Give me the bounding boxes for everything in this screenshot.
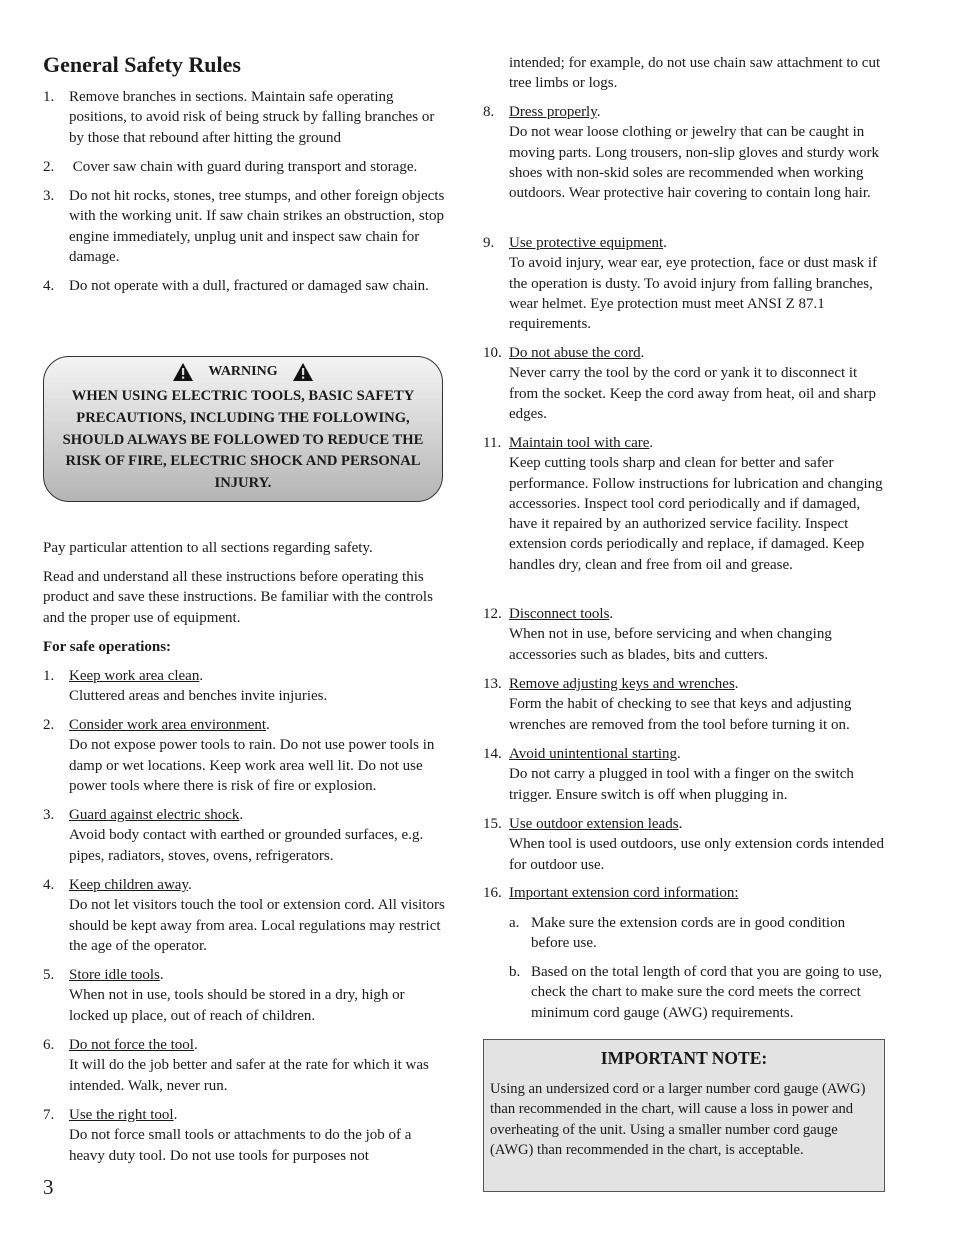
item-heading: Use protective equipment xyxy=(509,235,664,251)
item-number: 16. xyxy=(483,885,502,901)
safe-op-7-continued xyxy=(483,53,885,94)
item-text: Make sure the extension cords are in good condition before use. xyxy=(531,915,846,952)
general-rule-3 xyxy=(43,186,445,267)
item-heading: Guard against electric shock xyxy=(69,807,240,823)
item-number: 1. xyxy=(43,89,55,105)
item-number: 4. xyxy=(43,278,55,294)
item-text: Based on the total length of cord that you are going to use, check the chart to make sure the cord meets the correct minimum cord gauge (AWG) requirements. xyxy=(531,964,883,1021)
item-number: 7. xyxy=(43,1107,55,1123)
warning-label: WARNING xyxy=(208,364,278,379)
item-text: It will do the job better and safer at the rate for which it was intended. Walk, never run. xyxy=(69,1057,429,1094)
safe-operations-heading: For safe operations: xyxy=(43,639,172,655)
safe-op-5: 5. Store idle tools. When not in use, tools should be stored in a dry, high or locked up place, out of reach of children. xyxy=(43,965,445,1026)
item-text: intended; for example, do not use chain saw attachment to cut tree limbs or logs. xyxy=(509,55,881,92)
warning-triangle-icon xyxy=(172,362,194,382)
item-number: 6. xyxy=(43,1037,55,1053)
safe-op-11: 11. Maintain tool with care. Keep cutting tools sharp and clean for better and safer performance. Follow instructions for lubrication and changing accessories. Inspect tool cord periodically and if damaged, have it repaired by an authorized service facility. Inspect extension cords periodically and replace, if damaged. Keep handles dry, clean and free from oil and grease. xyxy=(483,433,885,575)
item-number: 12. xyxy=(483,606,502,622)
general-rule-4 xyxy=(43,276,445,296)
item-text: Do not force small tools or attachments to do the job of a heavy duty tool. Do not use tools for purposes not xyxy=(69,1127,412,1164)
safe-op-4: 4. Keep children away. Do not let visitors touch the tool or extension cord. All visitors should be kept away from area. Local regulations may restrict the age of the operator. xyxy=(43,875,445,956)
warning-header xyxy=(44,362,442,382)
item-heading: Do not force the tool xyxy=(69,1037,194,1053)
item-number: 2. xyxy=(43,159,55,175)
item-text: Never carry the tool by the cord or yank it to disconnect it from the socket. Keep the cord away from heat, oil and sharp edges. xyxy=(509,365,876,422)
item-heading: Dress properly xyxy=(509,104,597,120)
item-heading: Use outdoor extension leads xyxy=(509,816,679,832)
item-text: Do not let visitors touch the tool or extension cord. All visitors should be kept away from area. Local regulations may restrict the age of the operator. xyxy=(69,897,445,954)
item-text: Cover saw chain with guard during transport and storage. xyxy=(69,159,418,175)
safe-op-7: 7. Use the right tool. Do not force small tools or attachments to do the job of a heavy duty tool. Do not use tools for purposes not xyxy=(43,1105,445,1166)
item-text: Remove branches in sections. Maintain safe operating positions, to avoid risk of being struck by falling branches or by those that rebound after hitting the ground xyxy=(69,89,435,146)
item-number: 10. xyxy=(483,345,502,361)
item-text: Do not hit rocks, stones, tree stumps, and other foreign objects with the working unit. If saw chain strikes an obstruction, stop engine immediately, unplug unit and inspect saw chain for damage. xyxy=(69,188,445,265)
item-number: a. xyxy=(509,915,520,931)
general-rule-2 xyxy=(43,157,445,177)
warning-box xyxy=(43,356,443,502)
page-number: 3 xyxy=(43,1175,54,1199)
important-note-box xyxy=(483,1039,885,1192)
cord-info-b xyxy=(509,962,885,1023)
item-number: 5. xyxy=(43,967,55,983)
general-rule-1 xyxy=(43,87,445,148)
safe-op-16 xyxy=(483,883,885,903)
safe-op-3: 3. Guard against electric shock. Avoid body contact with earthed or grounded surfaces, e.g. pipes, radiators, stoves, ovens, refrigerators. xyxy=(43,805,445,866)
safe-op-12: 12. Disconnect tools. When not in use, before servicing and when changing accessories such as blades, bits and cutters. xyxy=(483,604,885,665)
safe-op-10: 10. Do not abuse the cord. Never carry the tool by the cord or yank it to disconnect it from the socket. Keep the cord away from heat, oil and sharp edges. xyxy=(483,343,885,424)
item-text: To avoid injury, wear ear, eye protection, face or dust mask if the operation is dusty. To avoid injury from falling branches, wear helmet. Eye protection must meet ANSI Z 87.1 requirements. xyxy=(509,255,878,333)
safe-op-8: 8. Dress properly. Do not wear loose clothing or jewelry that can be caught in moving parts. Long trousers, non-slip gloves and sturdy work shoes with non-skid soles are recommended when working outdoors. Wear protective hair covering to contain long hair. xyxy=(483,102,885,203)
item-heading: Use the right tool xyxy=(69,1107,174,1123)
item-text: Do not carry a plugged in tool with a finger on the switch trigger. Ensure switch is off when plugging in. xyxy=(509,766,854,803)
important-note-title: IMPORTANT NOTE: xyxy=(600,1048,768,1068)
item-text: Keep cutting tools sharp and clean for better and safer performance. Follow instructions for lubrication and changing accessories. Inspect tool cord periodically and if damaged, have it repaired by an authorized service facility. Inspect extension cords periodically and replace, if damaged. Keep handles dry, clean and free from oil and grease. xyxy=(509,455,883,573)
warning-triangle-icon xyxy=(292,362,314,382)
item-heading: Keep work area clean xyxy=(69,668,200,684)
important-note-text: Using an undersized cord or a larger number cord gauge (AWG) than recommended in the chart, will cause a loss in power and overheating of the unit. Using a smaller number cord gauge (AWG) than recommended in the chart, is acceptable. xyxy=(490,1081,866,1158)
item-text: Do not expose power tools to rain. Do not use power tools in damp or wet locations. Keep work area well lit. Do not use power tools where there is risk of fire or explosion. xyxy=(69,737,435,794)
item-number: 13. xyxy=(483,676,502,692)
safe-op-2: 2. Consider work area environment. Do not expose power tools to rain. Do not use power tools in damp or wet locations. Keep work area well lit. Do not use power tools where there is risk of fire or explosion. xyxy=(43,715,445,796)
item-number: 1. xyxy=(43,668,55,684)
item-text: Form the habit of checking to see that keys and adjusting wrenches are removed from the tool before turning it on. xyxy=(509,696,852,733)
item-text: When not in use, tools should be stored in a dry, high or locked up place, out of reach of children. xyxy=(69,987,405,1024)
safe-op-9: 9. Use protective equipment. To avoid injury, wear ear, eye protection, face or dust mask if the operation is dusty. To avoid injury from falling branches, wear helmet. Eye protection must meet ANSI Z 87.1 requirements. xyxy=(483,233,885,334)
safe-op-14: 14. Avoid unintentional starting. Do not carry a plugged in tool with a finger on the switch trigger. Ensure switch is off when plugging in. xyxy=(483,744,885,805)
item-text: Cluttered areas and benches invite injuries. xyxy=(69,688,328,705)
item-heading: Maintain tool with care xyxy=(509,435,650,451)
item-heading: Keep children away xyxy=(69,877,188,893)
item-number: 8. xyxy=(483,104,495,120)
item-heading: Do not abuse the cord xyxy=(509,345,641,361)
item-text: Do not operate with a dull, fractured or damaged saw chain. xyxy=(69,278,429,294)
item-heading: Consider work area environment xyxy=(69,717,267,733)
item-heading: Disconnect tools xyxy=(509,606,610,622)
item-heading: Important extension cord information: xyxy=(509,885,739,901)
item-number: 2. xyxy=(43,717,55,733)
item-number: 14. xyxy=(483,746,502,762)
safe-op-1: 1. Keep work area clean. Cluttered areas and benches invite injuries. xyxy=(43,666,445,707)
item-number: b. xyxy=(509,964,521,980)
item-number: 9. xyxy=(483,235,495,251)
item-text: When tool is used outdoors, use only extension cords intended for outdoor use. xyxy=(509,836,884,873)
item-number: 3. xyxy=(43,807,55,823)
safe-op-15: 15. Use outdoor extension leads. When tool is used outdoors, use only extension cords intended for outdoor use. xyxy=(483,814,885,875)
safe-op-13: 13. Remove adjusting keys and wrenches. Form the habit of checking to see that keys and adjusting wrenches are removed from the tool before turning it on. xyxy=(483,674,885,735)
intro-paragraph-2: Read and understand all these instructions before operating this product and save these instructions. Be familiar with the controls and the proper use of equipment. xyxy=(43,569,433,626)
item-number: 11. xyxy=(483,435,502,451)
item-heading: Avoid unintentional starting xyxy=(509,746,678,762)
cord-info-a xyxy=(509,913,885,954)
intro-paragraph-1: Pay particular attention to all sections regarding safety. xyxy=(43,540,373,556)
page-title: General Safety Rules xyxy=(43,52,241,77)
item-text: When not in use, before servicing and when changing accessories such as blades, bits and cutters. xyxy=(509,626,832,663)
item-heading: Remove adjusting keys and wrenches xyxy=(509,676,735,692)
safe-op-6: 6. Do not force the tool. It will do the job better and safer at the rate for which it was intended. Walk, never run. xyxy=(43,1035,445,1096)
warning-text: WHEN USING ELECTRIC TOOLS, BASIC SAFETY PRECAUTIONS, INCLUDING THE FOLLOWING, SHOULD ALWAYS BE FOLLOWED TO REDUCE THE RISK OF FIRE, ELECTRIC SHOCK AND PERSONAL INJURY. xyxy=(62,388,424,492)
item-heading: Store idle tools xyxy=(69,967,160,983)
item-number: 3. xyxy=(43,188,55,204)
item-number: 15. xyxy=(483,816,502,832)
item-number: 4. xyxy=(43,877,55,893)
item-text: Avoid body contact with earthed or grounded surfaces, e.g. pipes, radiators, stoves, ovens, refrigerators. xyxy=(69,827,424,864)
item-text: Do not wear loose clothing or jewelry that can be caught in moving parts. Long trousers, non-slip gloves and sturdy work shoes with non-skid soles are recommended when working outdoors. Wear protective hair covering to contain long hair. xyxy=(509,124,879,202)
